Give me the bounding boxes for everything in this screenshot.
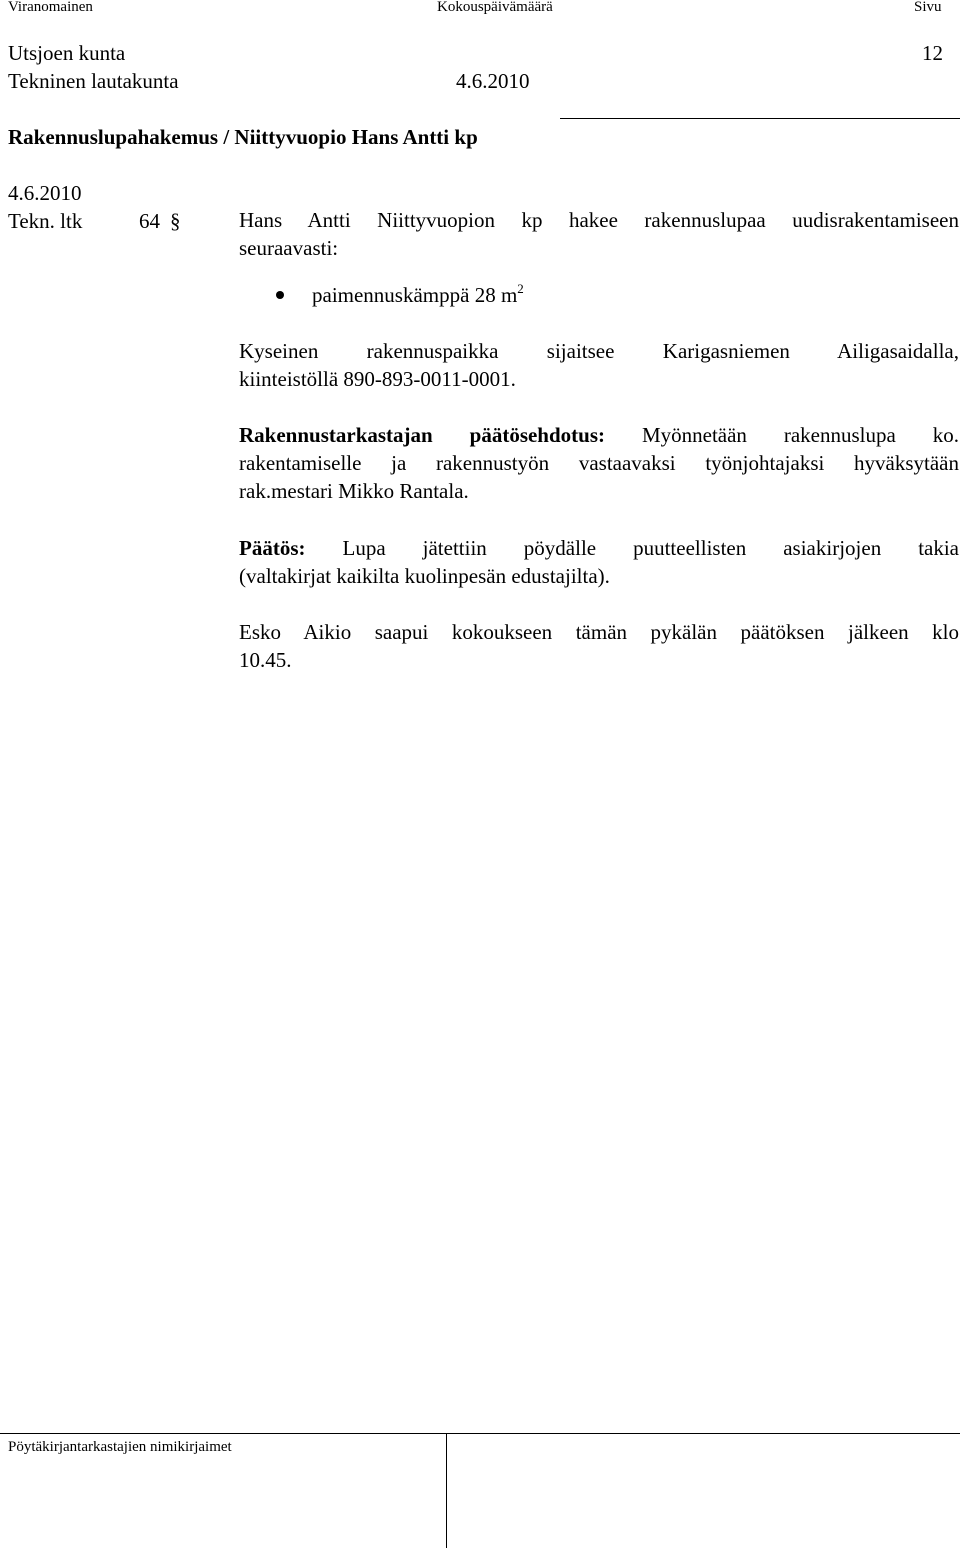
section-number: 64 [139, 209, 160, 233]
superscript: 2 [517, 281, 524, 296]
note-line-1: Esko Aikio saapui kokoukseen tämän pykälän päätöksen jälkeen klo [239, 620, 959, 644]
label-meeting-date: Kokouspäivämäärä [437, 0, 553, 15]
location-paragraph [239, 337, 959, 393]
bullet-item [276, 283, 524, 307]
label-authority: Viranomainen [8, 0, 93, 15]
decision-line-2: (valtakirjat kaikilta kuolinpesän edustajilta). [239, 564, 610, 588]
header-rule [560, 118, 960, 119]
footer-box [0, 1433, 960, 1548]
proposal-line-1 [239, 421, 959, 449]
intro-line-2: seuraavasti: [239, 236, 339, 260]
footer-label: Pöytäkirjantarkastajien nimikirjaimet [8, 1439, 232, 1455]
decision-text: Lupa jätettiin pöydälle puutteellisten asiakirjojen takia [342, 536, 959, 560]
decision-paragraph [239, 534, 959, 590]
proposal-label: Rakennustarkastajan päätösehdotus: [239, 423, 606, 447]
label-page: Sivu [914, 0, 942, 15]
proposal-line-3: rak.mestari Mikko Rantala. [239, 479, 469, 503]
meeting-date: 4.6.2010 [456, 69, 530, 93]
bullet-text: paimennuskämppä 28 $m^2$ [312, 281, 524, 307]
section-title: Rakennuslupahakemus / Niittyvuopio Hans Antti kp [8, 125, 478, 149]
bullet-icon [276, 291, 284, 299]
proposal-text: Myönnetään rakennuslupa ko. [641, 423, 960, 447]
margin-date: 4.6.2010 [8, 181, 82, 205]
board-name: Tekninen lautakunta [8, 69, 179, 93]
section-sign: § [170, 209, 181, 233]
intro-line-1: Hans Antti Niittyvuopion kp hakee rakennuslupaa uudisrakentamiseen [239, 208, 959, 232]
decision-label: Päätös: [239, 536, 306, 560]
page-number: 12 [922, 41, 943, 65]
footer-divider [446, 1434, 447, 1548]
location-line-1: Kyseinen rakennuspaikka sijaitsee Karigasniemen Ailigasaidalla, [239, 339, 959, 363]
municipality-name: Utsjoen kunta [8, 41, 126, 65]
location-line-2: kiinteistöllä 890-893-0011-0001. [239, 367, 516, 391]
decision-line-1 [239, 534, 959, 562]
proposal-line-2: rakentamiselle ja rakennustyön vastaavaksi työnjohtajaksi hyväksytään [239, 451, 959, 475]
margin-body: Tekn. ltk [8, 209, 83, 233]
note-paragraph [239, 618, 959, 674]
intro-paragraph [239, 206, 959, 262]
note-line-2: 10.45. [239, 648, 292, 672]
proposal-paragraph [239, 421, 959, 505]
